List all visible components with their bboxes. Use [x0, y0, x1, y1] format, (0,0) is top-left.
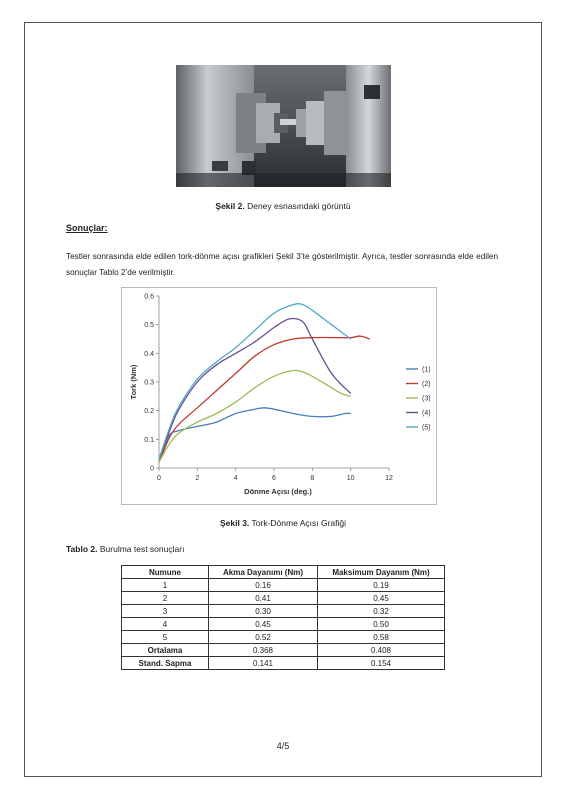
table-row-average: [122, 644, 445, 657]
table-header-cell: Akma Dayanımı (Nm): [209, 566, 318, 579]
table-cell: 0.368: [209, 644, 318, 657]
table-cell: 0.408: [318, 644, 445, 657]
figure2-caption: [0, 201, 566, 211]
figure3-caption: [0, 518, 566, 528]
figure3-label: Şekil 3.: [220, 518, 250, 528]
y-axis-title: Tork (Nm): [129, 364, 138, 400]
table-header-cell: Numune: [122, 566, 209, 579]
table-title-label: Tablo 2.: [66, 544, 98, 554]
table-row: [122, 618, 445, 631]
y-tick-label: 0.3: [144, 379, 154, 387]
y-tick-label: 0.6: [144, 293, 154, 301]
results-paragraph: Testler sonrasında elde edilen tork-dönme açısı grafikleri Şekil 3’te gösterilmiştir. Ayrıca, testler sonrasında elde edilen sonuçlar Tablo 2’de verilmiştir.: [66, 252, 498, 277]
table-header-cell: Maksimum Dayanım (Nm): [318, 566, 445, 579]
table-cell: 0.19: [318, 579, 445, 592]
y-tick-label: 0.5: [144, 322, 154, 330]
figure3-text: Tork-Dönme Açısı Grafiği: [249, 518, 346, 528]
figure2-text: Deney esnasındaki görüntü: [244, 201, 351, 211]
table-row: [122, 592, 445, 605]
table-cell: 0.16: [209, 579, 318, 592]
y-tick-label: 0.1: [144, 436, 154, 444]
legend-label-2: (2): [422, 381, 431, 388]
table-cell: 0.141: [209, 657, 318, 670]
y-tick-label: 0: [150, 465, 154, 473]
table-cell: 1: [122, 579, 209, 592]
table-cell: 0.52: [209, 631, 318, 644]
figure2-label: Şekil 2.: [215, 201, 245, 211]
table-cell: 5: [122, 631, 209, 644]
table-title-text: Burulma test sonuçları: [97, 544, 185, 554]
y-tick-label: 0.2: [144, 408, 154, 416]
section-heading: Sonuçlar:: [66, 223, 108, 233]
table-row: [122, 605, 445, 618]
torque-chart: [121, 287, 437, 505]
y-tick-label: 0.4: [144, 350, 154, 358]
table-cell: 3: [122, 605, 209, 618]
table-cell: 0.32: [318, 605, 445, 618]
x-tick-label: 8: [310, 475, 315, 482]
series-line-2: [159, 336, 370, 462]
table-cell: Ortalama: [122, 644, 209, 657]
x-tick-label: 2: [195, 475, 200, 482]
table-cell: 0.154: [318, 657, 445, 670]
table-cell: 4: [122, 618, 209, 631]
table-cell: 0.41: [209, 592, 318, 605]
table-cell: 0.45: [209, 618, 318, 631]
legend-label-1: (1): [422, 366, 431, 374]
x-tick-label: 10: [346, 475, 355, 482]
results-table: [121, 565, 445, 670]
table-row: [122, 631, 445, 644]
x-axis-title: Dönme Açısı (deg.): [244, 487, 312, 496]
chart-svg: [122, 288, 438, 506]
table-cell: 0.58: [318, 631, 445, 644]
table-cell: 0.45: [318, 592, 445, 605]
x-tick-label: 0: [157, 475, 161, 482]
table-cell: 0.30: [209, 605, 318, 618]
legend-label-3: (3): [422, 395, 431, 403]
table-title: [66, 544, 184, 554]
experiment-photo: [176, 65, 391, 187]
table-cell: 2: [122, 592, 209, 605]
x-tick-label: 6: [272, 475, 276, 482]
series-line-4: [159, 319, 351, 460]
table-cell: Stand. Sapma: [122, 657, 209, 670]
table-cell: 0.50: [318, 618, 445, 631]
table-header-row: [122, 566, 445, 579]
legend-label-5: (5): [422, 424, 431, 432]
x-tick-label: 12: [385, 475, 393, 482]
table-row: [122, 579, 445, 592]
page-number: 4/5: [276, 741, 290, 751]
legend-label-4: (4): [422, 410, 431, 417]
x-tick-label: 4: [233, 475, 238, 482]
table-row-stddev: [122, 657, 445, 670]
